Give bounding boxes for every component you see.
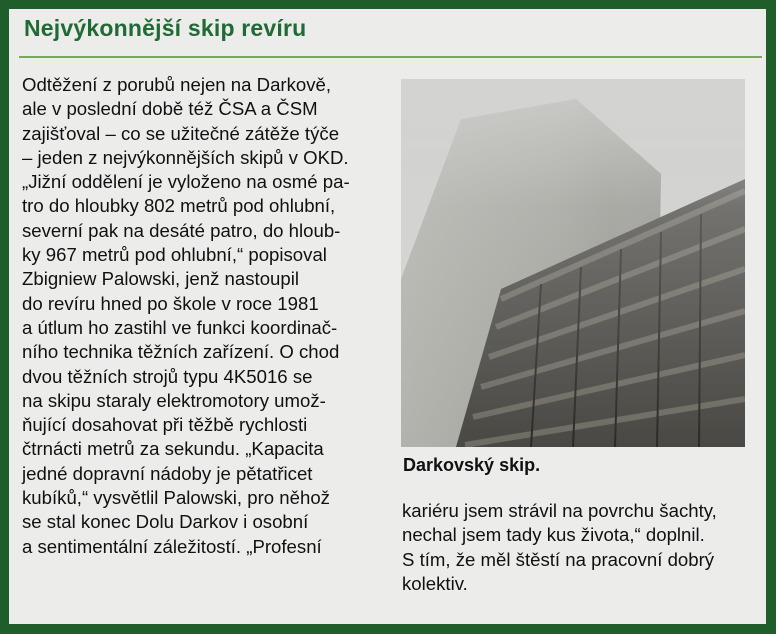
title-divider bbox=[19, 56, 762, 58]
body-line: zajišťoval – co se užitečné zátěže týče bbox=[22, 122, 340, 144]
article-title: Nejvýkonnější skip revíru bbox=[24, 15, 307, 41]
body-line: jedné dopravní nádoby je pětatřicet bbox=[22, 462, 313, 484]
body-line: a útlum ho zastihl ve funkci koordinač- bbox=[22, 316, 338, 338]
body-line: na skipu staraly elektromotory umož- bbox=[22, 389, 326, 411]
photo-caption: Darkovský skip. bbox=[403, 455, 541, 475]
body-line: Zbigniew Palowski, jenž nastoupil bbox=[22, 268, 299, 290]
body-line: čtrnácti metrů za sekundu. „Kapacita bbox=[22, 438, 324, 460]
body-line: a sentimentální záležitostí. „Profesní bbox=[22, 535, 322, 557]
body-line: S tím, že měl štěstí na pracovní dobrý bbox=[402, 548, 715, 570]
skip-tower-photo bbox=[401, 79, 745, 447]
body-line: severní pak na desáté patro, do hloub- bbox=[22, 219, 341, 241]
body-line: kariéru jsem strávil na povrchu šachty, bbox=[402, 500, 717, 521]
body-line: – jeden z nejvýkonnějších skipů v OKD. bbox=[22, 146, 349, 168]
body-line: kolektiv. bbox=[402, 572, 468, 594]
body-line: se stal konec Dolu Darkov i osobní bbox=[22, 511, 309, 533]
body-line: „Jižní oddělení je vyloženo na osmé pa- bbox=[22, 171, 350, 193]
article-body-left bbox=[22, 73, 390, 559]
body-line: ňující dosahovat při těžbě rychlosti bbox=[22, 414, 308, 436]
article-body-right bbox=[402, 499, 762, 596]
body-line: do revíru hned po škole v roce 1981 bbox=[22, 292, 319, 314]
body-line: nechal jsem tady kus života,“ doplnil. bbox=[402, 524, 705, 546]
body-line: ale v poslední době též ČSA a ČSM bbox=[22, 98, 318, 120]
body-line: dvou těžních strojů typu 4K5016 se bbox=[22, 365, 313, 387]
body-line: ního technika těžních zařízení. O chod bbox=[22, 341, 340, 363]
body-line: tro do hloubky 802 metrů pod ohlubní, bbox=[22, 195, 336, 217]
body-line: kubíků,“ vysvětlil Palowski, pro něhož bbox=[22, 487, 330, 509]
body-line: ky 967 metrů pod ohlubní,“ popisoval bbox=[22, 244, 327, 266]
body-line: Odtěžení z porubů nejen na Darkově, bbox=[22, 74, 332, 95]
